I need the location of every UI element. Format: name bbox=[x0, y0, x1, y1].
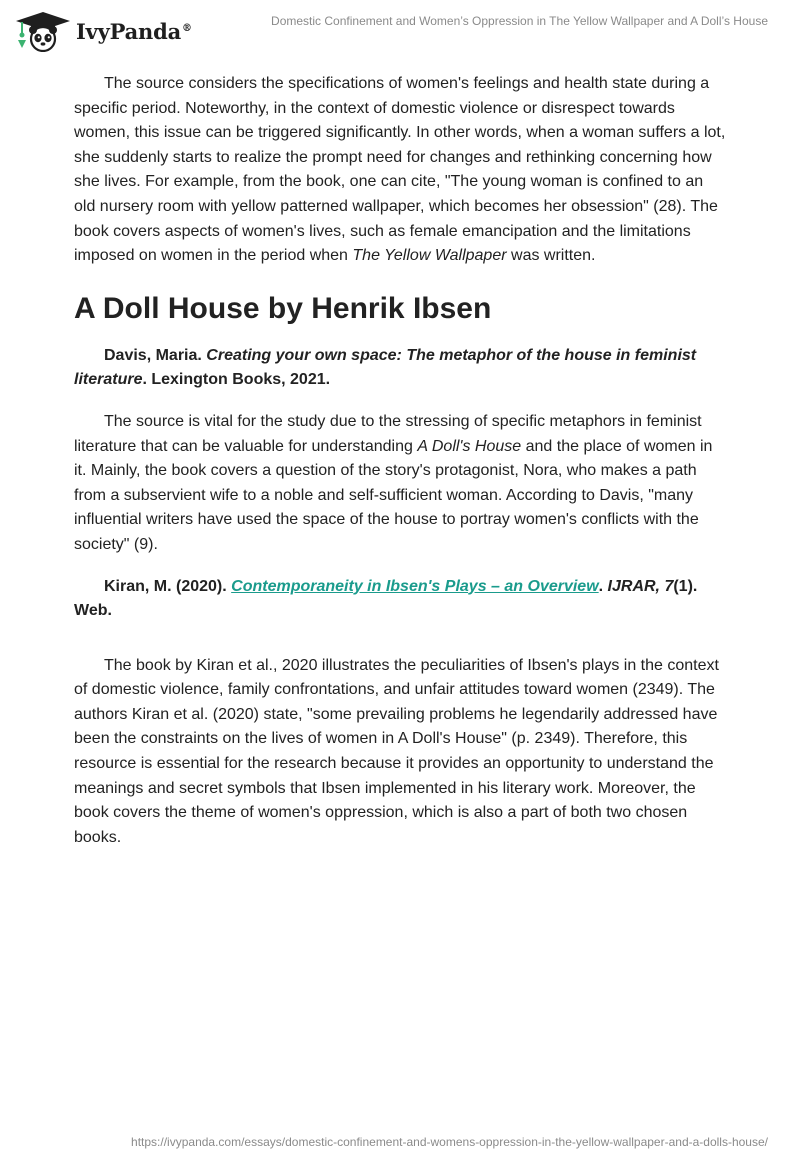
citation-author: Davis, Maria. bbox=[104, 346, 207, 364]
document-title: Domestic Confinement and Women’s Oppression in The Yellow Wallpaper and A Doll’s House bbox=[271, 14, 768, 28]
page-header bbox=[0, 0, 800, 60]
citation-kiran bbox=[74, 575, 728, 624]
italic-title: The Yellow Wallpaper bbox=[352, 247, 507, 265]
registered-mark: ® bbox=[182, 22, 192, 34]
paragraph-dolls-house bbox=[74, 410, 728, 558]
citation-publisher: . Lexington Books, 2021. bbox=[142, 371, 331, 389]
source-url[interactable]: https://ivypanda.com/essays/domestic-confinement-and-womens-oppression-in-the-yellow-wallpaper-and-a-dolls-house/ bbox=[131, 1135, 768, 1149]
citation-issue: (1). Web. bbox=[74, 577, 698, 620]
citation-title: Creating your own space: The metaphor of the house in feminist literature bbox=[74, 346, 697, 389]
paragraph-text: was written. bbox=[506, 247, 596, 265]
citation-author: Kiran, M. (2020). bbox=[104, 577, 232, 595]
logo-text: IvyPanda bbox=[76, 18, 182, 44]
article-body bbox=[74, 72, 728, 850]
italic-title: A Doll's House bbox=[417, 437, 522, 455]
citation-davis bbox=[74, 344, 728, 393]
paragraph-yellow-wallpaper bbox=[74, 72, 728, 269]
panda-graduate-icon bbox=[14, 10, 72, 52]
section-heading: A Doll House by Henrik Ibsen bbox=[74, 291, 492, 325]
paragraph-text: The source considers the specifications of women's feelings and health state during a specific period. Noteworthy, in the context of domestic violence or disrespect towards women, this issue can be triggered significantly. In other words, when a woman suffers a lot, she suddenly starts to realize the prompt need for changes and rethinking concerning how she lives. For example, from the book, one can cite, "The young woman is confined to an old nursery room with yellow patterned wallpaper, which becomes her obsession" (28). The book covers aspects of women's lives, such as female emancipation and the limitations imposed on women in the period when bbox=[74, 75, 726, 265]
paragraph-text: and the place of women in it. Mainly, the book covers a question of the story's protagonist, Nora, who makes a path from a subservient wife to a noble and self-sufficient woman. According to Davis, "many influential writers have used the space of the house to portray women's conflicts with the society" (9). bbox=[74, 437, 713, 553]
ivypanda-logo[interactable] bbox=[14, 10, 192, 52]
logo-wordmark bbox=[76, 19, 192, 44]
paragraph-text: The source is vital for the study due to the stressing of specific metaphors in feminist literature that can be valuable for understanding bbox=[74, 412, 702, 455]
citation-link[interactable]: Contemporaneity in Ibsen's Plays – an Overview bbox=[231, 577, 599, 595]
citation-journal: IJRAR, 7 bbox=[607, 577, 674, 595]
paragraph-kiran-summary: The book by Kiran et al., 2020 illustrates the peculiarities of Ibsen's plays in the context of domestic violence, family confrontations, and unfair attitudes toward women (2349). The authors Kiran et al. (2020) state, "some prevailing problems he legendarily addressed have been the constraints on the lives of women in A Doll's House" (p. 2349). Therefore, this resource is essential for the research because it provides an opportunity to understand the meanings and secret symbols that Ibsen implemented in his literary work. Moreover, the book covers the theme of women's oppression, which is also a part of both two chosen books. bbox=[74, 656, 719, 846]
citation-separator: . bbox=[598, 577, 608, 595]
